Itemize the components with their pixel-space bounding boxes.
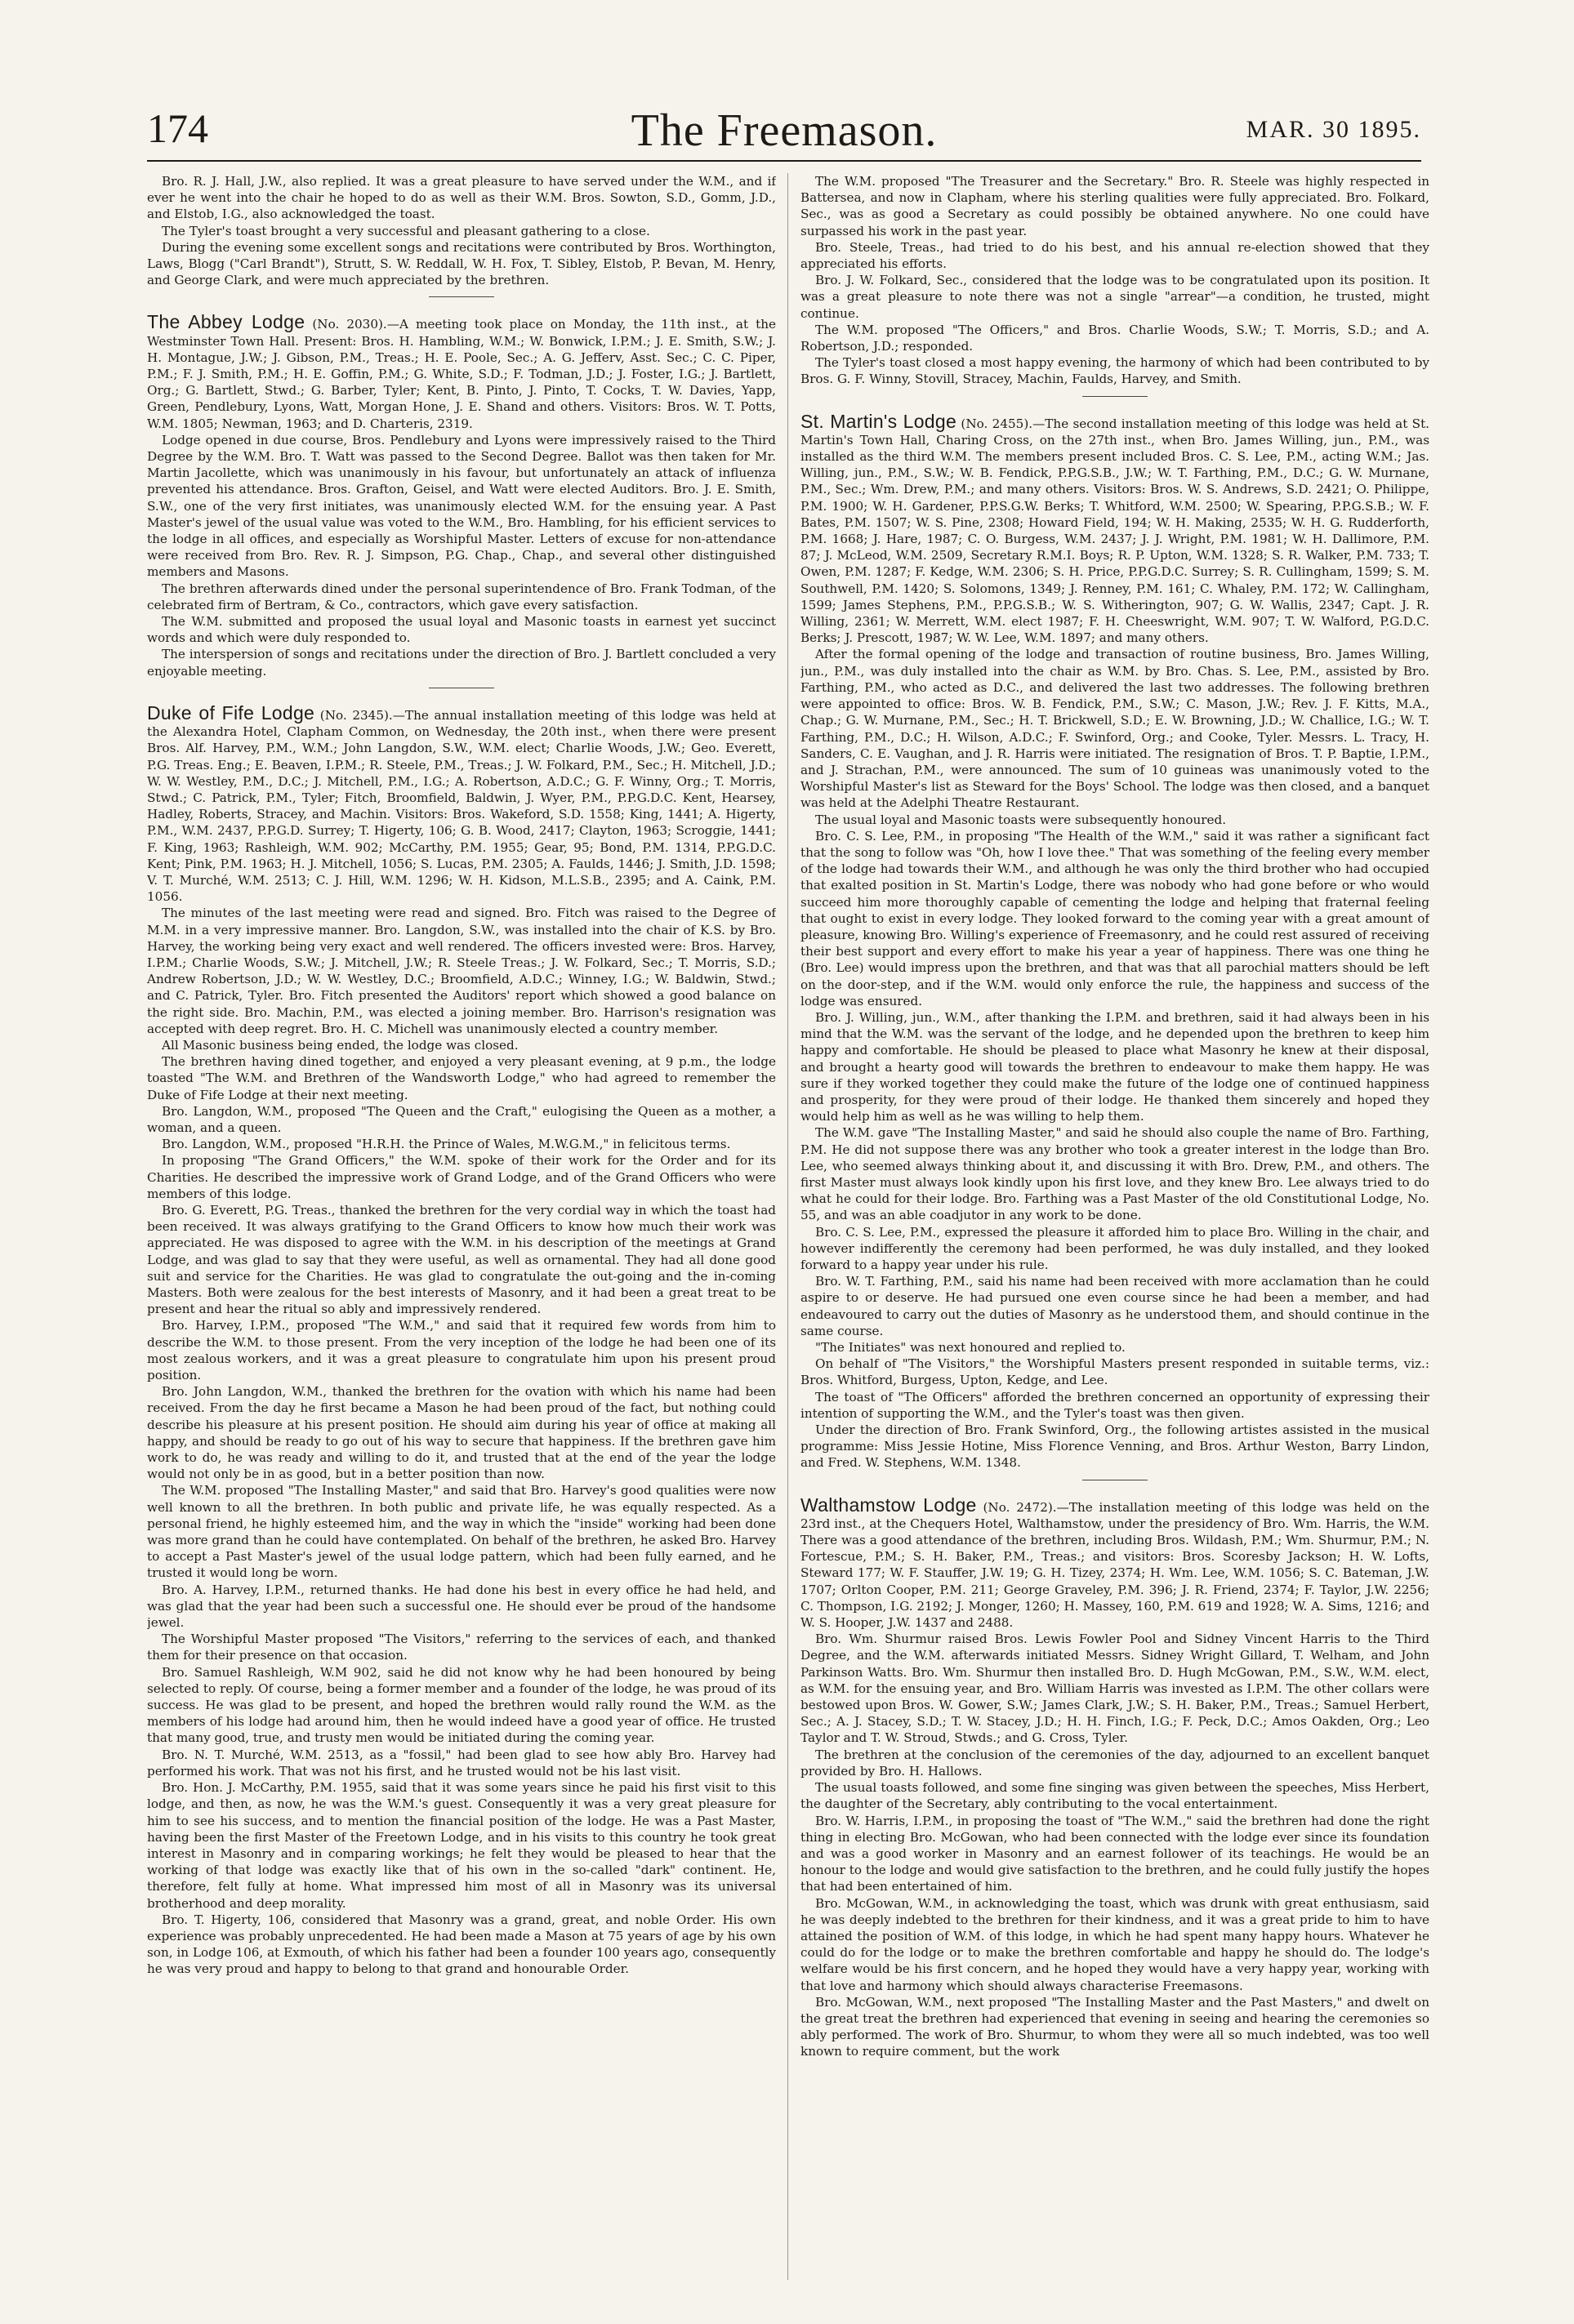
paragraph: Under the direction of Bro. Frank Swinford, Org., the following artistes assisted in the musical programme: Miss Jessie Hotine, Miss Florence Venning, and Bros. Arthur Weston, Barry Lindon, and Fred. W. Stephens, W.M. 1348. [800, 1422, 1429, 1471]
paragraph: Bro. W. Harris, I.P.M., in proposing the toast of "The W.M.," said the brethren had done the right thing in electing Bro. McGowan, who had been connected with the lodge ever since its foundation and was a good worker in Masonry and an earnest follower of its teachings. He would be an honour to the lodge and would give satisfaction to the brethren, and he could fully justify the hopes that had been entertained of him. [800, 1813, 1429, 1894]
lodge-number: (No. 2345). [319, 707, 393, 723]
paragraph: Bro. Langdon, W.M., proposed "The Queen and the Craft," eulogising the Queen as a mother, a woman, and a queen. [147, 1103, 776, 1135]
paragraph: Bro. N. T. Murché, W.M. 2513, as a "fossil," had been glad to see how ably Bro. Harvey had performed his work. That was not his first, and he trusted would not be his last visit. [147, 1747, 776, 1779]
paragraph: The Tyler's toast brought a very successful and pleasant gathering to a close. [162, 223, 650, 238]
article-lead [800, 1494, 1429, 1632]
paragraph: The usual toasts followed, and some fine singing was given between the speeches, Miss Herbert, the daughter of the Secretary, ably contributing to the vocal entertainment. [800, 1780, 1429, 1812]
left-column [147, 173, 776, 2280]
paragraph: Bro. W. T. Farthing, P.M., said his name had been received with more acclamation than he could aspire to or deserve. He had pursued one even course since he had been a member, and had endeavoured to carry out the duties of Masonry as he understood them, and should continue in the same course. [800, 1274, 1429, 1338]
paragraph: The Tyler's toast closed a most happy evening, the harmony of which had been contributed to by Bros. G. F. Winny, Stovill, Stracey, Machin, Faulds, Harvey, and Smith. [800, 355, 1429, 387]
section-divider [429, 296, 494, 297]
paragraph: Bro. C. S. Lee, P.M., expressed the pleasure it afforded him to place Bro. Willing in the chair, and however indifferently the ceremony had been performed, he was duly installed, and they looked forward to a happy year under his rule. [800, 1224, 1429, 1272]
lodge-name: Walthamstow Lodge [800, 1494, 977, 1516]
paragraph: Bro. J. W. Folkard, Sec., considered that the lodge was to be congratulated upon its position. It was a great pleasure to note there was not a single "arrear"—a condition, he trusted, might continue. [800, 273, 1429, 321]
article-lead [147, 701, 776, 905]
page-number: 174 [147, 105, 208, 151]
lodge-name: The Abbey Lodge [147, 311, 305, 333]
paragraph: The W.M. proposed "The Officers," and Bros. Charlie Woods, S.W.; T. Morris, S.D.; and A. Robertson, J.D.; responded. [800, 322, 1429, 354]
paragraph: The W.M. gave "The Installing Master," and said he should also couple the name of Bro. Farthing, P.M. He did not suppose there was any brother who took a greater interest in the lodge than Bro. Lee, who seemed always thinking about it, and discussing it with Bro. Drew, P.M., and others. The first Master must always look kindly upon his first love, and they knew Bro. Lee always tried to do what he could for their lodge. Bro. Farthing was a Past Master of the old Constitutional Lodge, No. 55, and was an able coadjutor in any work to be done. [800, 1125, 1429, 1223]
paragraph: All Masonic business being ended, the lodge was closed. [162, 1037, 519, 1053]
lodge-number: (No. 2030). [312, 317, 387, 332]
lodge-number: (No. 2455). [961, 416, 1033, 431]
paragraph: During the evening some excellent songs and recitations were contributed by Bros. Worthington, Laws, Blogg ("Carl Brandt"), Strutt, S. W. Reddall, W. H. Fox, T. Sibley, Elstob, P. Bevan, M. Henry, and George Clark, and were much appreciated by the brethren. [147, 239, 776, 288]
article-lead [800, 410, 1429, 647]
paragraph: Bro. G. Everett, P.G. Treas., thanked the brethren for the very cordial way in which the toast had been received. It was always gratifying to the Grand Officers to know how much their work was appreciated. He was disposed to agree with the W.M. in his description of the meetings at Grand Lodge, and was glad to say that they were useful, as well as ornamental. They had all done good suit and service for the Charities. He was glad to congratulate the out-going and the in-coming Masters. Both were zealous for the best interests of Masonry, and it had been a great treat to be present and hear the ritual so ably and impressively rendered. [147, 1202, 776, 1317]
paragraph: The W.M. proposed "The Installing Master," and said that Bro. Harvey's good qualities were now well known to all the brethren. In both public and private life, he was equally respected. As a personal friend, he highly esteemed him, and the way in which the "inside" working had been done was more grand than he could have contemplated. On behalf of the brethren, he asked Bro. Harvey to accept a Past Master's jewel of the usual lodge pattern, which had been fully earned, and he trusted it would long be worn. [147, 1483, 776, 1581]
article-lead [147, 311, 776, 431]
paragraph: The W.M. submitted and proposed the usual loyal and Masonic toasts in earnest yet succinct words and which were duly responded to. [147, 614, 776, 646]
paragraph: Bro. A. Harvey, I.P.M., returned thanks. He had done his best in every office he had held, and was glad that the year had been such a successful one. He should ever be proud of the handsome jewel. [147, 1582, 776, 1631]
paragraph: Bro. McGowan, W.M., next proposed "The Installing Master and the Past Masters," and dwelt on the great treat the brethren had experienced that evening in seeing and hearing the ceremonies so ably performed. The work of Bro. Shurmur, to whom they were all so much indebted, was too well known to require comment, but the work [800, 1994, 1429, 2059]
paragraph: Bro. Steele, Treas., had tried to do his best, and his annual re-election showed that they appreciated his efforts. [800, 239, 1429, 272]
paragraph: The minutes of the last meeting were read and signed. Bro. Fitch was raised to the Degree of M.M. in a very impressive manner. Bro. Langdon, S.W., was installed into the chair of K.S. by Bro. Harvey, the working being very exact and well rendered. The officers invested were: Bros. Harvey, I.P.M.; Charlie Woods, S.W.; J. Mitchell, J.W.; R. Steele Treas.; J. W. Folkard, Sec.; T. Morris, S.D.; Andrew Robertson, J.D.; W. W. Westley, D.C.; Broomfield, A.D.C.; Winney, I.G.; W. Baldwin, Stwd.; and C. Patrick, Tyler. Bro. Fitch presented the Auditors' report which showed a good balance on the right side. Bro. Machin, P.M., was elected a joining member. Bro. Harrison's resignation was accepted with deep regret. Bro. H. C. Michell was unanimously elected a country member. [147, 906, 776, 1036]
st-martins-lodge-article [800, 410, 1429, 1471]
paragraph: The brethren having dined together, and enjoyed a very pleasant evening, at 9 p.m., the lodge toasted "The W.M. and Brethren of the Wandsworth Lodge," who had agreed to remember the Duke of Fife Lodge at their next meeting. [147, 1054, 776, 1102]
lodge-name: St. Martin's Lodge [800, 410, 957, 432]
paragraph: Bro. R. J. Hall, J.W., also replied. It was a great pleasure to have served under the W.M., and if ever he went into the chair he hoped to do as well as their W.M. Bros. Sowton, S.D., Gomm, J.D., and Elstob, I.G., also acknowledged the toast. [147, 174, 776, 222]
paragraph: Bro. J. Willing, jun., W.M., after thanking the I.P.M. and brethren, said it had always been in his mind that the W.M. was the servant of the lodge, and he depended upon the brethren to keep him happy and comfortable. He should be pleased to place what Masonry he knew at their disposal, and brought a hearty good will towards the brethren to endeavour to make them happy. He was sure if they worked together they could make the future of the lodge one of continued happiness and prosperity, for they were proud of their lodge. He thanked them sincerely and hoped they would help him as well as he was willing to help them. [800, 1009, 1429, 1124]
header-rule [147, 160, 1421, 162]
lead-text: —The second installation meeting of this lodge was held at St. Martin's Town Hall, Charing Cross, on the 27th inst., when Bro. James Willing, jun., P.M., was installed as the third W.M. The members present included Bros. C. S. Lee, P.M., acting W.M.; Jas. Willing, jun., P.M., S.W.; W. B. Fendick, P.P.G.S.B., J.W.; W. T. Farthing, P.M., D.C.; G. W. Murnane, P.M., Sec.; Wm. Drew, P.M.; and many others. Visitors: Bros. W. S. Andrews, S.D. 2421; O. Philippe, P.M. 1900; W. H. Gardener, P.P.S.G.W. Berks; T. Whitford, W.M. 2500; W. Spearing, P.P.G.S.B.; W. F. Bates, P.M. 1507; W. S. Pine, 2308; Howard Field, 194; W. H. Making, 2535; W. H. G. Rudderforth, P.M. 1668; J. Hare, 1987; C. O. Burgess, W.M. 2437; J. J. Wright, P.M. 1981; W. H. Dallimore, P.M. 87; J. McLeod, W.M. 2509, Secretary R.M.I. Boys; R. P. Upton, W.M. 1328; S. R. Walker, P.M. 733; T. Owen, P.M. 1287; F. Kedge, W.M. 2306; S. H. Price, P.P.G.D.C. Surrey; S. R. Cullingham, 1599; S. M. Southwell, P.M. 1420; S. Solomons, 1349; J. Renney, P.M. 161; C. Whaley, P.M. 172; W. Callingham, 1599; James Stephens, P.M., P.P.G.S.B.; W. S. Witherington, 907; G. W. Wallis, 2347; Capt. J. R. Willing, 2361; W. Merrett, W.M. elect 1987; F. H. Cheeswright, W.M. 907; T. W. Walford, P.G.D.C. Berks; J. Prescott, 1987; W. W. Lee, W.M. 1897; and many others. [800, 416, 1429, 646]
paragraph: Bro. Samuel Rashleigh, W.M 902, said he did not know why he had been honoured by being selected to reply. Of course, being a former member and a founder of the lodge, he was proud of its success. He was glad to be present, and hoped the brethren would rally round the W.M. as the members of his lodge had around him, then he would indeed have a good year of office. He trusted that many good, true, and trusty men would be initiated during the coming year. [147, 1664, 776, 1746]
paragraph: Lodge opened in due course, Bros. Pendlebury and Lyons were impressively raised to the Third Degree by the W.M. Bro. T. Watt was passed to the Second Degree. Ballot was then taken for Mr. Martin Jacollette, which was unanimously in his favour, but unfortunately an attack of influenza prevented his attendance. Bros. Grafton, Geisel, and Watt were elected Auditors. Bro. J. E. Smith, S.W., one of the very first initiates, was unanimously elected W.M. for the ensuing year. A Past Master's jewel of the usual value was voted to the W.M., Bro. Hambling, for his efficient services to the lodge in all offices, and especially as Worshipful Master. Letters of excuse for non-attendance were received from Bro. Rev. R. J. Simpson, P.G. Chap., Chap., and several other distinguished members and Masons. [147, 432, 776, 580]
paragraph: Bro. Langdon, W.M., proposed "H.R.H. the Prince of Wales, M.W.G.M.," in felicitous terms. [162, 1137, 731, 1152]
paragraph: Bro. John Langdon, W.M., thanked the brethren for the ovation with which his name had been received. From the day he first became a Mason he had been proud of the fact, but nothing could describe his pleasure at his present position. He should aim during his year of office at making all happy, and should be ready to go out of his way to secure that happiness. If the brethren gave him work to do, he was ready and willing to do it, and trusted that at the end of the year the lodge would not only be in as good, but in a better position than now. [147, 1384, 776, 1482]
lodge-name: Duke of Fife Lodge [147, 701, 315, 723]
walthamstow-lodge-article [800, 1494, 1429, 2060]
lead-text: —The annual installation meeting of this lodge was held at the Alexandra Hotel, Clapham Common, on Wednesday, the 20th inst., when there were present Bros. Alf. Harvey, P.M., W.M.; John Langdon, S.W., W.M. elect; Charlie Woods, J.W.; Geo. Everett, P.G. Treas. Eng.; E. Beaven, I.P.M.; R. Steele, P.M., Treas.; J. W. Folkard, P.M., Sec.; H. Mitchell, J.D.; W. W. Westley, P.M., D.C.; J. Mitchell, P.M., I.G.; A. Robertson, A.D.C.; G. F. Winny, Org.; T. Morris, Stwd.; C. Patrick, P.M., Tyler; Fitch, Broomfield, Baldwin, J. Wyer, P.M., P.P.G.D.C. Kent, Hearsey, Hadley, Roberts, Stracey, and Machin. Visitors: Bros. Wakeford, S.D. 1558; King, 1441; A. Higerty, P.M., W.M. 2437, P.P.G.D. Surrey; T. Higerty, 106; G. B. Wood, 2417; Clayton, 1963; Scroggie, 1441; F. King, 1963; Rashleigh, W.M. 902; McCarthy, P.M. 1955; Gear, 95; Bond, P.M. 1314, P.P.G.D.C. Kent; Pink, P.M. 1963; H. J. Mitchell, 1056; S. Lucas, P.M. 2305; A. Faulds, 1446; J. Smith, J.D. 1598; V. T. Murché, W.M. 2513; C. J. Hill, W.M. 1296; W. H. Kidson, M.L.S.B., 2395; and A. Caink, P.M. 1056. [147, 707, 776, 905]
masthead [147, 105, 1421, 162]
paragraph: Bro. Harvey, I.P.M., proposed "The W.M.," and said that it required few words from him to describe the W.M. to those present. From the very inception of the lodge he had been one of its most zealous workers, and it was a great pleasure to congratulate him upon his present proud position. [147, 1318, 776, 1383]
continued-report [800, 173, 1429, 388]
lodge-number: (No. 2472). [983, 1499, 1057, 1515]
paragraph: The Worshipful Master proposed "The Visitors," referring to the services of each, and thanked them for their presence on that occasion. [147, 1632, 776, 1663]
paragraph: Bro. C. S. Lee, P.M., in proposing "The Health of the W.M.," said it was rather a significant fact that the song to follow was "Oh, how I love thee." That was something of the feeling every member of the lodge had towards their W.M., and although he was only the third brother who had occupied that exalted position in St. Martin's Lodge, there was nobody who had gone before or who would succeed him more thoroughly capable of cementing the lodge and helping that fraternal feeling that ought to exist in every lodge. They looked forward to the coming year with a great amount of pleasure, knowing Bro. Willing's experience of Freemasonry, and he could rest assured of receiving their best support and every effort to make his year a year of happiness. There was one thing he (Bro. Lee) would impress upon the brethren, and that was that all parochial matters should be left on the door-step, and if the W.M. would only enforce the rule, the happiness and success of the lodge was ensured. [800, 828, 1429, 1008]
paragraph: Bro. McGowan, W.M., in acknowledging the toast, which was drunk with great enthusiasm, said he was deeply indebted to the brethren for their kindness, and it was a great pride to him to have attained the position of W.M. of this lodge, in which he had spent many happy hours. Whatever he could do for the lodge or to make the brethren comfortable and happy he should do. The lodge's welfare would be his first concern, and he hoped they would have a very happy year, working with that love and harmony which should always characterise Freemasons. [800, 1895, 1429, 1993]
issue-date: MAR. 30 1895. [1246, 116, 1421, 143]
paragraph: Bro. T. Higerty, 106, considered that Masonry was a grand, great, and noble Order. His own experience was probably unprecedented. He had been made a Mason at 75 years of age by his own son, in Lodge 106, at Exmouth, of which his father had been a founder 100 years ago, consequently he was very proud and happy to belong to that grand and honourable Order. [147, 1912, 776, 1977]
paragraph: In proposing "The Grand Officers," the W.M. spoke of their work for the Order and for its Charities. He described the impressive work of Grand Lodge, and of the Grand Officers who were members of this lodge. [147, 1153, 776, 1201]
opening-report [147, 173, 776, 288]
paragraph: Bro. Wm. Shurmur raised Bros. Lewis Fowler Pool and Sidney Vincent Harris to the Third Degree, and the W.M. afterwards initiated Messrs. Sidney Wright Gillard, T. Welham, and John Parkinson Watts. Bro. Wm. Shurmur then installed Bro. D. Hugh McGowan, P.M., S.W., W.M. elect, as W.M. for the ensuing year, and Bro. William Harris was invested as I.P.M. The other collars were bestowed upon Bros. W. Gower, S.W.; James Clark, J.W.; S. H. Baker, P.M., Treas.; Samuel Herbert, Sec.; A. J. Stacey, S.D.; T. W. Stacey, J.D.; H. H. Finch, I.G.; F. Peck, D.C.; Amos Oakden, Org.; Leo Taylor and T. W. Stroud, Stwds.; and G. Cross, Tyler. [800, 1632, 1429, 1746]
paragraph: After the formal opening of the lodge and transaction of routine business, Bro. James Willing, jun., P.M., was duly installed into the chair as W.M. by Bro. Chas. S. Lee, P.M., assisted by Bro. Farthing, P.M., who acted as D.C., and delivered the last two addresses. The following brethren were appointed to office: Bros. W. B. Fendick, P.M., S.W.; C. Mason, J.W.; Rev. J. F. Kitts, M.A., Chap.; G. W. Murnane, P.M., Sec.; H. T. Brickwell, S.D.; E. W. Browning, J.D.; W. Challice, I.G.; W. T. Farthing, P.M., D.C.; H. Wilson, A.D.C.; F. Swinford, Org.; and Cooke, Tyler. Messrs. L. Tracy, H. Sanders, C. E. Vaughan, and J. R. Harris were initiated. The resignation of Bros. T. P. Baptie, I.P.M., and J. Strachan, P.M., were announced. The sum of 10 guineas was unanimously voted to the Worshipful Master's list as Steward for the Boys' School. The lodge was then closed, and a banquet was held at the Adelphi Theatre Restaurant. [800, 647, 1429, 811]
lead-text: —The installation meeting of this lodge was held on the 23rd inst., at the Chequers Hotel, Walthamstow, under the presidency of Bro. Wm. Harris, the W.M. There was a good attendance of the brethren, including Bros. Wildash, P.M.; Wm. Shurmur, P.M.; N. Fortescue, P.M.; S. H. Baker, P.M., Treas.; and visitors: Bros. Scoresby Jackson; H. W. Lofts, Steward 177; W. F. Stauffer, J.W. 19; G. H. Tizey, 2374; H. Wm. Lee, W.M. 1056; S. C. Bateman, J.W. 1707; Orlton Cooper, P.M. 211; George Graveley, P.M. 396; J. R. Friend, 2374; F. Taylor, J.W. 2256; C. Thompson, I.G. 2192; J. Monger, 1260; H. Massey, 160, P.M. 619 and 1928; W. A. Sims, 1216; and W. S. Hooper, J.W. 1437 and 2488. [800, 1499, 1429, 1631]
paragraph: On behalf of "The Visitors," the Worshipful Masters present responded in suitable terms, viz.: Bros. Whitford, Burgess, Upton, Kedge, and Lee. [800, 1356, 1429, 1388]
paragraph: The interspersion of songs and recitations under the direction of Bro. J. Bartlett concluded a very enjoyable meeting. [147, 647, 776, 679]
paragraph: The brethren at the conclusion of the ceremonies of the day, adjourned to an excellent banquet provided by Bro. H. Hallows. [800, 1747, 1429, 1779]
duke-of-fife-lodge-article [147, 701, 776, 1978]
section-divider [1082, 396, 1148, 397]
column-divider [787, 173, 788, 2280]
journal-title: The Freemason. [631, 105, 938, 156]
paragraph: The W.M. proposed "The Treasurer and the Secretary." Bro. R. Steele was highly respected in Battersea, and now in Clapham, where his sterling qualities were fully appreciated. Bro. Folkard, Sec., was as good a Secretary as could possibly be obtained anywhere. No one could have surpassed his work in the past year. [800, 174, 1429, 238]
paragraph: Bro. Hon. J. McCarthy, P.M. 1955, said that it was some years since he paid his first visit to this lodge, and then, as now, he was the W.M.'s guest. Consequently it was a very great pleasure for him to see his success, and to mention the financial position of the lodge. He was a Past Master, having been the first Master of the Freetown Lodge, and in his visits to this country he took great interest in Masonry and in comparing workings; he felt they would be pleased to hear that the working of that lodge was exactly like that of his own in the so-called "dark" continent. He, therefore, felt fully at home. What impressed him most of all in Masonry was its universal brotherhood and deep morality. [147, 1780, 776, 1911]
paragraph: The brethren afterwards dined under the personal superintendence of Bro. Frank Todman, of the celebrated firm of Bertram, & Co., contractors, which gave every satisfaction. [147, 581, 776, 612]
right-column [800, 173, 1429, 2280]
paragraph: The usual loyal and Masonic toasts were subsequently honoured. [815, 812, 1227, 827]
paragraph: The toast of "The Officers" afforded the brethren concerned an opportunity of expressing their intention of supporting the W.M., and the Tyler's toast was then given. [800, 1389, 1429, 1421]
paragraph: "The Initiates" was next honoured and replied to. [815, 1340, 1126, 1356]
lead-text: —A meeting took place on Monday, the 11th inst., at the Westminster Town Hall. Present: Bros. H. Hambling, W.M.; W. Bonwick, I.P.M.; J. E. Smith, S.W.; J. H. Montague, J.W.; J. Gibson, P.M., Treas.; H. E. Poole, Sec.; A. G. Jefferv, Asst. Sec.; C. C. Piper, P.M.; F. J. Smith, P.M.; H. E. Goffin, P.M.; G. White, S.D.; F. Todman, J.D.; J. Foster, I.G.; J. Bartlett, Org.; G. Bartlett, Stwd.; G. Barber, Tyler; Kent, B. Pinto, J. Pinto, T. Cocks, T. W. Davies, Yapp, Green, Pendlebury, Lyons, Watt, Morgan Hone, J. E. Shand and others. Visitors: Bros. W. T. Potts, W.M. 1805; Newman, 1963; and D. Charteris, 2319. [147, 317, 776, 431]
abbey-lodge-article [147, 311, 776, 679]
